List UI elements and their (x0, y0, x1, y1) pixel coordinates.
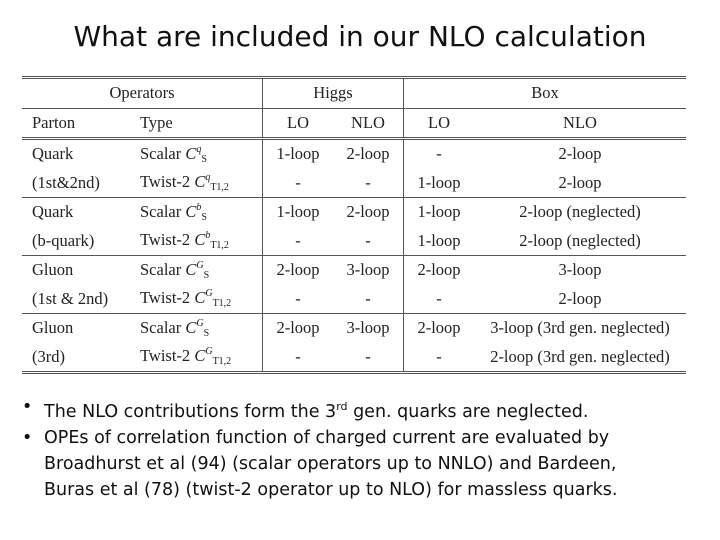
coefficient-superscript: q (196, 143, 202, 155)
cell-parton: Gluon (32, 318, 74, 338)
coefficient-subscript: S (203, 327, 210, 339)
cell-type (136, 285, 263, 314)
group-header-higgs: Higgs (263, 78, 404, 109)
cell-box-nlo: 2-loop (558, 144, 602, 164)
cell-box-nlo: 3-loop (3rd gen. neglected) (490, 318, 670, 338)
table-row (22, 314, 686, 343)
cell-higgs-lo: 1-loop (276, 202, 320, 222)
coefficient-symbol: C (185, 201, 197, 221)
coefficient-subscript: T1,2 (210, 240, 229, 252)
cell-type (136, 314, 263, 343)
cell-box-lo: 1-loop (404, 227, 475, 256)
cell-higgs-nlo: - (333, 285, 404, 314)
note-2-line-3: Buras et al (78) (twist-2 operator up to NLO) for massless quarks. (44, 480, 618, 500)
cell-box-lo: 1-loop (417, 202, 461, 222)
cell-higgs-nlo: - (333, 227, 404, 256)
cell-higgs-nlo: - (333, 169, 404, 198)
table-row (22, 343, 686, 373)
cell-parton: (3rd) (22, 343, 136, 373)
coefficient-symbol: C (194, 230, 206, 250)
coefficient-symbol: C (185, 317, 197, 337)
cell-box-lo: - (404, 343, 475, 373)
table-row (22, 169, 686, 198)
note-2-line-2: Broadhurst et al (94) (scalar operators up to NNLO) and Bardeen, (44, 454, 617, 474)
coefficient-superscript: G (196, 317, 204, 329)
cell-higgs-lo: 2-loop (276, 260, 320, 280)
nlo-table (22, 76, 686, 374)
coefficient-superscript: b (196, 201, 202, 213)
cell-box-nlo: 2-loop (neglected) (474, 227, 686, 256)
note-item (18, 394, 708, 425)
col-header-row (22, 108, 686, 139)
cell-parton: (1st & 2nd) (22, 285, 136, 314)
coefficient-symbol: C (194, 288, 206, 308)
cell-box-lo: 2-loop (417, 260, 461, 280)
coefficient-superscript: G (196, 259, 204, 271)
cell-box-lo: - (436, 144, 442, 164)
cell-higgs-nlo: 3-loop (333, 314, 404, 343)
coefficient-subscript: T1,2 (212, 356, 232, 368)
cell-parton: Quark (32, 144, 74, 164)
coefficient-subscript: S (203, 269, 210, 281)
type-label: Scalar (140, 201, 182, 221)
table-row (22, 256, 686, 285)
bullet-icon: • (22, 428, 33, 448)
cell-higgs-nlo: 3-loop (333, 256, 404, 285)
table-row (22, 285, 686, 314)
cell-box-nlo: 2-loop (3rd gen. neglected) (474, 343, 686, 373)
cell-parton: Gluon (32, 260, 74, 280)
coefficient-superscript: G (205, 346, 213, 358)
notes-list (18, 394, 708, 503)
note-2-line-1: OPEs of correlation function of charged current are evaluated by (44, 428, 610, 448)
type-label: Twist-2 (140, 346, 191, 366)
coefficient-superscript: b (205, 230, 211, 242)
table-row (22, 139, 686, 169)
type-label: Twist-2 (140, 288, 191, 308)
coefficient-subscript: T1,2 (210, 182, 229, 194)
cell-parton: Quark (32, 202, 74, 222)
cell-higgs-lo: 1-loop (276, 144, 320, 164)
table-row (22, 198, 686, 227)
col-header-box-lo: LO (404, 108, 475, 139)
group-header-operators: Operators (22, 78, 263, 109)
group-header-row (22, 78, 686, 109)
cell-type (136, 139, 263, 169)
cell-higgs-lo: - (263, 343, 334, 373)
cell-box-nlo: 2-loop (neglected) (519, 202, 641, 222)
cell-higgs-lo: - (263, 227, 334, 256)
note-item (18, 425, 708, 503)
cell-type (136, 169, 263, 198)
cell-box-nlo: 2-loop (474, 285, 686, 314)
cell-higgs-nlo: 2-loop (333, 139, 404, 169)
cell-type (136, 198, 263, 227)
cell-box-lo: 2-loop (417, 318, 461, 338)
bullet-icon: • (22, 397, 33, 417)
table-row (22, 227, 686, 256)
type-label: Scalar (140, 317, 182, 337)
cell-higgs-nlo: - (333, 343, 404, 373)
cell-box-lo: - (404, 285, 475, 314)
cell-parton: (b-quark) (22, 227, 136, 256)
cell-box-nlo: 3-loop (558, 260, 602, 280)
col-header-type: Type (136, 108, 263, 139)
col-header-higgs-lo: LO (263, 108, 334, 139)
note-1-text: The NLO contributions form the 3 (44, 402, 337, 422)
col-header-parton: Parton (22, 108, 136, 139)
coefficient-symbol: C (194, 346, 206, 366)
cell-box-lo: 1-loop (404, 169, 475, 198)
coefficient-superscript: G (205, 288, 213, 300)
col-header-higgs-nlo: NLO (333, 108, 404, 139)
cell-higgs-nlo: 2-loop (333, 198, 404, 227)
col-header-box-nlo: NLO (474, 108, 686, 139)
coefficient-superscript: q (205, 172, 211, 184)
type-label: Scalar (140, 259, 182, 279)
cell-higgs-lo: - (263, 169, 334, 198)
coefficient-subscript: S (201, 211, 207, 223)
coefficient-subscript: T1,2 (212, 298, 232, 310)
coefficient-symbol: C (185, 259, 197, 279)
cell-higgs-lo: - (263, 285, 334, 314)
cell-box-nlo: 2-loop (474, 169, 686, 198)
type-label: Twist-2 (140, 230, 191, 250)
type-label: Scalar (140, 143, 182, 163)
note-1-text-end: gen. quarks are neglected. (347, 402, 589, 422)
cell-higgs-lo: 2-loop (276, 318, 320, 338)
cell-parton: (1st&2nd) (22, 169, 136, 198)
coefficient-symbol: C (185, 143, 197, 163)
type-label: Twist-2 (140, 172, 191, 192)
cell-type (136, 256, 263, 285)
cell-type (136, 343, 263, 373)
coefficient-symbol: C (194, 172, 206, 192)
note-1-superscript: rd (336, 400, 348, 413)
group-header-box: Box (404, 78, 687, 109)
slide-title: What are included in our NLO calculation (73, 20, 647, 53)
coefficient-subscript: S (201, 153, 207, 165)
cell-type (136, 227, 263, 256)
